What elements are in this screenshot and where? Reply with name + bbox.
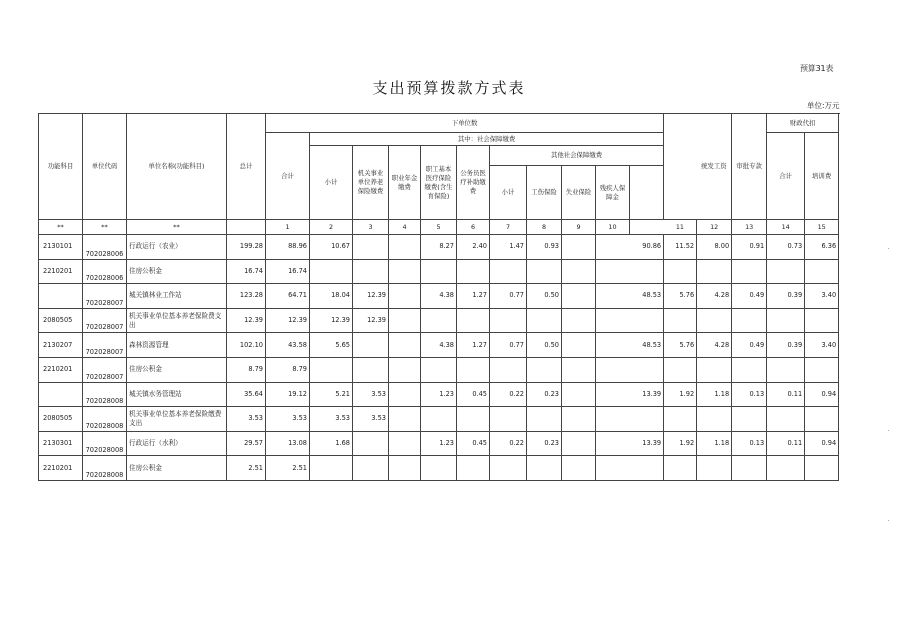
index-cell: 10 [596,220,630,235]
index-cell: 8 [527,220,562,235]
cell-func [39,382,83,407]
cell-c6 [457,357,490,382]
cell-total: 2.51 [227,456,266,481]
cell-c3: 3.53 [353,407,389,432]
cell-c15 [805,259,839,284]
cell-c13: 0.91 [732,235,767,260]
cell-name: 行政运行（农业） [127,235,227,260]
cell-c4 [389,284,421,309]
cell-c2 [310,357,353,382]
cell-c12 [697,259,732,284]
cell-total: 16.74 [227,259,266,284]
cell-c3 [353,357,389,382]
cell-c10 [630,259,664,284]
cell-blank [596,357,630,382]
cell-c3: 3.53 [353,382,389,407]
cell-blank [596,431,630,456]
cell-c3 [353,431,389,456]
cell-c2: 18.04 [310,284,353,309]
cell-c11 [664,357,697,382]
cell-c2: 12.39 [310,308,353,333]
cell-func: 2210201 [39,259,83,284]
index-cell: ** [39,220,83,235]
cell-c11 [664,308,697,333]
cell-c13: 0.13 [732,431,767,456]
cell-c3 [353,456,389,481]
margin-mark [888,520,889,521]
table-row [39,259,839,284]
cell-c6 [457,456,490,481]
header-other-social: 其他社会保障缴费 [490,146,664,166]
cell-c1: 12.39 [266,308,310,333]
header-other-small: 小计 [490,166,527,220]
header-lower-unit: 下单位数 [266,114,664,133]
cell-c4 [389,259,421,284]
cell-c11: 5.76 [664,333,697,358]
index-cell [227,220,266,235]
cell-c4 [389,308,421,333]
table-row [39,284,839,309]
cell-blank [596,407,630,432]
margin-mark [888,430,889,431]
cell-c9 [562,308,596,333]
cell-c9 [562,407,596,432]
cell-blank [596,456,630,481]
cell-total: 29.57 [227,431,266,456]
cell-total: 123.28 [227,284,266,309]
cell-c3 [353,235,389,260]
cell-c2: 10.67 [310,235,353,260]
cell-c9 [562,333,596,358]
cell-func: 2130207 [39,333,83,358]
cell-c2: 1.68 [310,431,353,456]
index-row [39,220,839,235]
cell-code: 702028008 [83,431,127,456]
cell-c7 [490,456,527,481]
cell-c2: 3.53 [310,407,353,432]
cell-c2 [310,456,353,481]
cell-name: 森林资源管理 [127,333,227,358]
cell-c12: 4.28 [697,284,732,309]
cell-c7: 0.22 [490,382,527,407]
cell-c11: 5.76 [664,284,697,309]
cell-func: 2080505 [39,407,83,432]
cell-func: 2130101 [39,235,83,260]
header-medical: 职工基本医疗保险缴费(含生育保险) [421,146,457,220]
cell-c12 [697,407,732,432]
cell-c9 [562,357,596,382]
cell-c4 [389,456,421,481]
cell-c7: 0.77 [490,333,527,358]
cell-c7: 0.22 [490,431,527,456]
cell-c8 [527,357,562,382]
header-sum: 合计 [266,133,310,220]
cell-total: 102.10 [227,333,266,358]
table-row [39,456,839,481]
cell-c11 [664,456,697,481]
cell-c10: 48.53 [630,284,664,309]
cell-c14: 0.11 [767,382,805,407]
cell-code: 702028008 [83,382,127,407]
cell-name: 行政运行（水利） [127,431,227,456]
cell-name: 机关事业单位基本养老保险缴费支出 [127,407,227,432]
table-row [39,357,839,382]
cell-c14 [767,407,805,432]
cell-name: 城关镇林业工作站 [127,284,227,309]
budget-table [38,113,839,481]
page-title: 支出预算拨款方式表 [372,79,526,97]
cell-c9 [562,431,596,456]
index-cell: 12 [697,220,732,235]
cell-c14: 0.73 [767,235,805,260]
index-cell: 11 [664,220,697,235]
cell-total: 3.53 [227,407,266,432]
cell-c14: 0.39 [767,284,805,309]
cell-c6 [457,259,490,284]
index-cell: 1 [266,220,310,235]
index-cell: 6 [457,220,490,235]
index-cell: ** [83,220,127,235]
cell-c12: 4.28 [697,333,732,358]
cell-c6 [457,407,490,432]
cell-c12 [697,308,732,333]
cell-total: 12.39 [227,308,266,333]
cell-c13: 0.13 [732,382,767,407]
cell-c15: 0.94 [805,431,839,456]
cell-name: 机关事业单位基本养老保险费支出 [127,308,227,333]
cell-c13 [732,259,767,284]
cell-c5: 4.38 [421,284,457,309]
header-of-which-social: 其中：社会保障缴费 [310,133,664,146]
cell-c9 [562,235,596,260]
cell-c9 [562,284,596,309]
cell-c13 [732,308,767,333]
cell-c2 [310,259,353,284]
cell-func: 2130301 [39,431,83,456]
cell-c1: 88.96 [266,235,310,260]
cell-c13: 0.49 [732,284,767,309]
cell-c7 [490,259,527,284]
cell-c12 [697,357,732,382]
cell-c4 [389,431,421,456]
cell-c5: 4.38 [421,333,457,358]
cell-c8: 0.93 [527,235,562,260]
cell-c15: 3.40 [805,284,839,309]
cell-c3: 12.39 [353,308,389,333]
cell-code: 702028006 [83,259,127,284]
header-injury: 工伤保险 [527,166,562,220]
cell-c15: 0.94 [805,382,839,407]
cell-code: 702028007 [83,308,127,333]
cell-c5 [421,357,457,382]
cell-c15 [805,407,839,432]
cell-c6: 1.27 [457,333,490,358]
header-empty [630,166,664,220]
cell-c8 [527,308,562,333]
header-func-code: 功能科目 [39,114,83,220]
cell-c14: 0.11 [767,431,805,456]
form-number: 预算31表 [800,64,834,73]
cell-c10: 90.86 [630,235,664,260]
cell-c12: 1.18 [697,382,732,407]
header-fa-total: 合计 [767,133,805,220]
cell-c12 [697,456,732,481]
cell-c8: 0.50 [527,284,562,309]
cell-total: 8.79 [227,357,266,382]
table-row [39,431,839,456]
cell-c11: 1.92 [664,431,697,456]
cell-func: 2210201 [39,456,83,481]
cell-c3 [353,259,389,284]
cell-blank [596,259,630,284]
cell-c6: 0.45 [457,382,490,407]
index-cell: 9 [562,220,596,235]
cell-c6: 2.40 [457,235,490,260]
cell-c1: 13.08 [266,431,310,456]
cell-c5 [421,308,457,333]
cell-c11 [664,259,697,284]
cell-c10 [630,308,664,333]
cell-c1: 43.58 [266,333,310,358]
cell-name: 住房公积金 [127,357,227,382]
cell-c12: 8.00 [697,235,732,260]
cell-blank [596,284,630,309]
cell-code: 702028006 [83,235,127,260]
cell-name: 城关镇水务管理站 [127,382,227,407]
cell-c1: 2.51 [266,456,310,481]
cell-c15: 3.40 [805,333,839,358]
cell-c5: 1.23 [421,431,457,456]
table-row [39,333,839,358]
header-pension: 机关事业单位养老保险缴费 [353,146,389,220]
cell-c13 [732,456,767,481]
cell-c7 [490,357,527,382]
cell-c5 [421,407,457,432]
cell-c2: 5.21 [310,382,353,407]
cell-c7: 0.77 [490,284,527,309]
cell-c15 [805,456,839,481]
header-spacer [664,114,697,220]
cell-c7: 1.47 [490,235,527,260]
index-cell: 2 [310,220,353,235]
header-social-small: 小计 [310,146,353,220]
index-cell: ** [127,220,227,235]
cell-c9 [562,382,596,407]
table-row [39,407,839,432]
cell-c1: 19.12 [266,382,310,407]
cell-c5: 8.27 [421,235,457,260]
cell-c14 [767,308,805,333]
cell-blank [596,333,630,358]
cell-c8: 0.50 [527,333,562,358]
table-row [39,235,839,260]
header-salary: 统发工资 [697,114,732,220]
table-row [39,308,839,333]
header-finance-agent: 财政代扣 [767,114,839,133]
cell-total: 35.64 [227,382,266,407]
index-cell: 5 [421,220,457,235]
cell-total: 199.28 [227,235,266,260]
cell-c10 [630,407,664,432]
header-civil-medical: 公务员医疗补助缴费 [457,146,490,220]
unit-label: 单位:万元 [807,101,840,110]
header-training: 培训费 [805,133,839,220]
header-disabled: 残疾人保障金 [596,166,630,220]
cell-func: 2210201 [39,357,83,382]
header-unit-code: 单位代码 [83,114,127,220]
cell-c3 [353,333,389,358]
cell-blank [596,382,630,407]
cell-c2: 5.65 [310,333,353,358]
index-cell: 7 [490,220,527,235]
cell-c4 [389,333,421,358]
cell-c13 [732,357,767,382]
cell-c1: 8.79 [266,357,310,382]
index-cell: 4 [389,220,421,235]
header-approval: 审批专款 [732,114,767,220]
cell-c1: 64.71 [266,284,310,309]
cell-c10 [630,357,664,382]
header-occupational: 职业年金缴费 [389,146,421,220]
cell-c8 [527,407,562,432]
cell-c6: 0.45 [457,431,490,456]
cell-c15 [805,357,839,382]
cell-c11: 11.52 [664,235,697,260]
cell-c4 [389,407,421,432]
cell-c3: 12.39 [353,284,389,309]
cell-c15 [805,308,839,333]
cell-c6: 1.27 [457,284,490,309]
header-unemployment: 失业保险 [562,166,596,220]
cell-func: 2080505 [39,308,83,333]
cell-blank [596,308,630,333]
cell-c8: 0.23 [527,431,562,456]
cell-name: 住房公积金 [127,456,227,481]
index-cell [630,220,664,235]
index-cell: 14 [767,220,805,235]
table-row [39,382,839,407]
cell-c8 [527,456,562,481]
cell-code: 702028008 [83,456,127,481]
cell-c14 [767,357,805,382]
cell-c8: 0.23 [527,382,562,407]
cell-c10 [630,456,664,481]
cell-c11 [664,407,697,432]
cell-c7 [490,308,527,333]
cell-func [39,284,83,309]
cell-c4 [389,382,421,407]
cell-code: 702028008 [83,407,127,432]
cell-code: 702028007 [83,284,127,309]
cell-name: 住房公积金 [127,259,227,284]
cell-c10: 13.39 [630,382,664,407]
cell-c9 [562,456,596,481]
cell-c7 [490,407,527,432]
cell-c14 [767,456,805,481]
cell-c14 [767,259,805,284]
cell-code: 702028007 [83,333,127,358]
cell-c9 [562,259,596,284]
cell-c5 [421,456,457,481]
cell-c13 [732,407,767,432]
cell-c6 [457,308,490,333]
index-cell: 15 [805,220,839,235]
cell-c4 [389,357,421,382]
cell-c8 [527,259,562,284]
cell-c11: 1.92 [664,382,697,407]
cell-c1: 16.74 [266,259,310,284]
cell-c13: 0.49 [732,333,767,358]
cell-c4 [389,235,421,260]
header-unit-name: 单位名称(功能科目) [127,114,227,220]
cell-code: 702028007 [83,357,127,382]
cell-c10: 48.53 [630,333,664,358]
cell-blank [596,235,630,260]
cell-c12: 1.18 [697,431,732,456]
cell-c5 [421,259,457,284]
cell-c5: 1.23 [421,382,457,407]
index-cell: 3 [353,220,389,235]
cell-c1: 3.53 [266,407,310,432]
cell-c14: 0.39 [767,333,805,358]
header-total: 总计 [227,114,266,220]
index-cell: 13 [732,220,767,235]
cell-c10: 13.39 [630,431,664,456]
cell-c15: 6.36 [805,235,839,260]
margin-mark [888,248,889,249]
